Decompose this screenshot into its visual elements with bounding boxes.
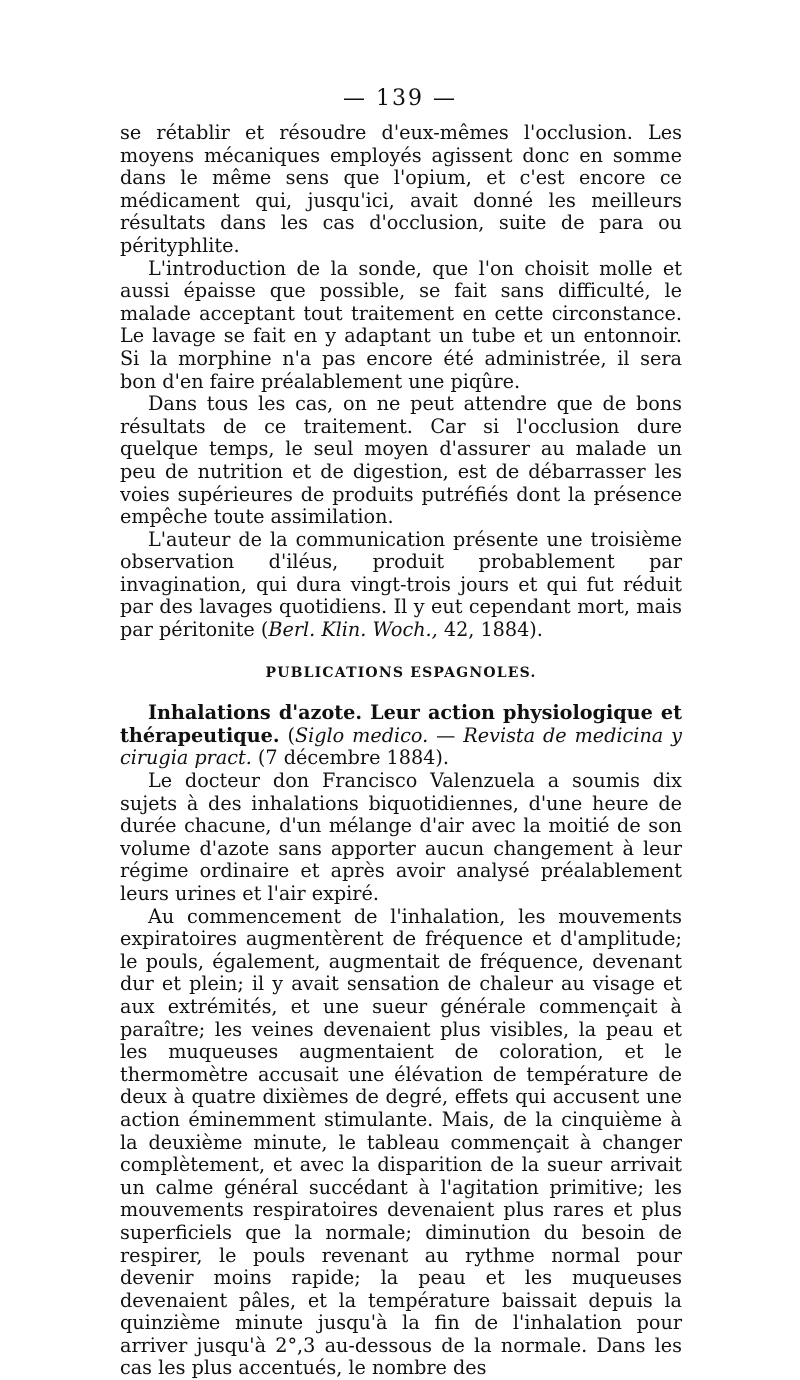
paragraph-5: Le docteur don Francisco Valenzuela a soumis dix sujets à des inhalations biquotidiennes, d'une heure de durée chacune, d'un mélange d'air avec la moitié de son volume d'azote sans apporter aucun changement à leur régime ordinaire et après avoir analysé préalablement leurs urines et l'air expiré. (120, 769, 682, 905)
paragraph-4 (120, 529, 682, 642)
paragraph-1: se rétablir et résoudre d'eux-mêmes l'occlusion. Les moyens mécaniques employés agissent donc en somme dans le même sens que l'opium, et c'est encore ce médicament qui, jusqu'ici, avait donné les meilleurs résultats dans les cas d'occlusion, suite de para ou pérityphlite. (120, 121, 682, 257)
article-date: (7 décembre 1884). (251, 746, 449, 770)
paragraph-4-text: L'auteur de la communication présente une troisième observation d'iléus, produit probablement par invagination, qui dura vingt-trois jours et qui fut réduit par des lavages quotidiens. Il y eut cependant mort, mais par péritonite ( (120, 527, 682, 642)
paragraph-2: L'introduction de la sonde, que l'on choisit molle et aussi épaisse que possible, se fait sans difficulté, le malade acceptant tout traitement en cette circonstance. Le lavage se fait en y adaptant un tube et un entonnoir. Si la morphine n'a pas encore été administrée, il sera bon d'en faire préalablement une piqûre. (120, 256, 682, 393)
paragraph-3: Dans tous les cas, on ne peut attendre que de bons résultats de ce traitement. Car si l'occlusion dure quelque temps, le seul moyen d'assurer au malade un peu de nutrition et de digestion, est de débarrasser les voies supérieures de produits putréfiés dont la présence empêche toute assimilation. (120, 392, 682, 529)
section-heading: PUBLICATIONS ESPAGNOLES. (265, 664, 537, 681)
article-source-1: Siglo medico. (294, 723, 429, 747)
page-body (120, 122, 682, 1380)
paragraph-6: Au commencement de l'inhalation, les mouvements expiratoires augmentèrent de fréquence et d'amplitude; le pouls, également, augmentait de fréquence, devenant dur et plein; il y avait sensation de chaleur au visage et aux extrémités, et une sueur générale commençait à paraître; les veines devenaient plus visibles, la peau et les muqueuses augmentaient de coloration, et le thermomètre accusait une élévation de température de deux à quatre dixièmes de degré, effets qui accusent une action éminemment stimulante. Mais, de la cinquième à la deuxième minute, le tableau commençait à changer complètement, et avec la disparition de la sueur arrivait un calme général succédant à l'agitation primitive; les mouvements respiratoires devenaient plus rares et plus superficiels que la normale; diminution du besoin de respirer, le pouls revenant au rythme normal pour devenir moins rapide; la peau et les muqueuses devenaient pâles, et la température baissait depuis la quinzième minute jusqu'à la fin de l'inhalation pour arriver jusqu'à 2°,3 au-dessous de la normale. Dans les cas les plus accentués, le nombre des (120, 904, 682, 1380)
article-source-2: Revista de medicina y cirugia pract. (120, 723, 683, 770)
article-heading (120, 702, 682, 770)
paragraph-4-reference: Berl. Klin. Woch., (268, 618, 438, 642)
page-number: — 139 — (343, 86, 457, 111)
article-source-open: ( (279, 723, 295, 747)
article-title: Inhalations d'azote. Leur action physiologique et thérapeutique. (120, 701, 682, 747)
article-dash: — (428, 723, 464, 747)
paragraph-4-end: 42, 1884). (437, 618, 543, 642)
